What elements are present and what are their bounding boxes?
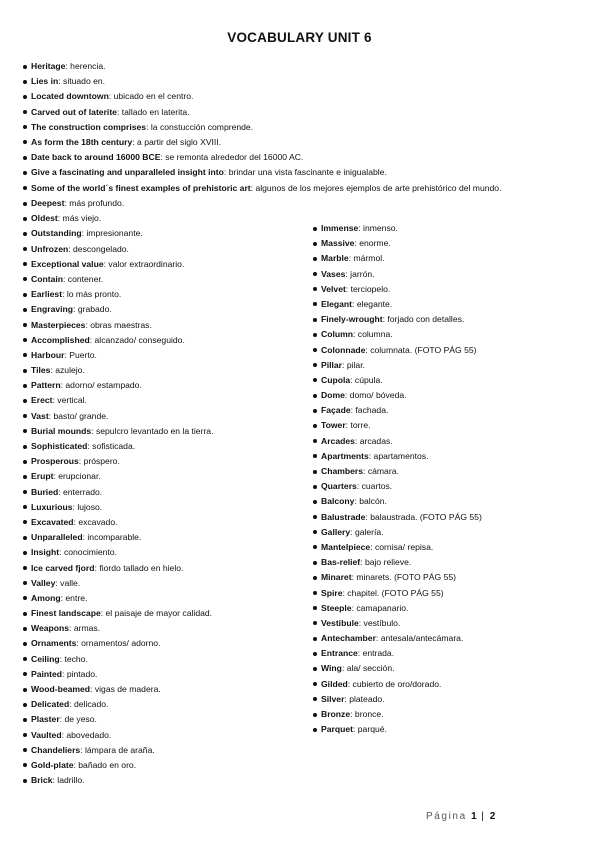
vocabulary-definition: incomparable. <box>87 532 142 543</box>
page-footer <box>426 811 495 822</box>
vocabulary-entry: Luxurious: lujoso. <box>22 500 213 515</box>
vocabulary-entry: Some of the world´s finest examples of prehistoric art: algunos de los mejores ejemplos de arte prehistórico del mundo. <box>22 181 501 196</box>
vocabulary-definition: apartamentos. <box>373 450 429 461</box>
vocabulary-list-right <box>312 221 482 737</box>
vocabulary-term: Elegant <box>321 298 353 309</box>
vocabulary-entry: Accomplished: alcanzado/ conseguido. <box>22 333 213 348</box>
footer-separator: | <box>481 811 486 822</box>
vocabulary-entry: Wood-beamed: vigas de madera. <box>22 682 213 697</box>
vocabulary-entry: Valley: valle. <box>22 576 213 591</box>
vocabulary-term: Vases <box>321 268 346 279</box>
vocabulary-term: Chambers <box>321 466 364 476</box>
vocabulary-entry: Ice carved fjord: fiordo tallado en hielo. <box>22 561 213 576</box>
vocabulary-entry: Engraving: grabado. <box>22 302 213 317</box>
vocabulary-entry: Outstanding: impresionante. <box>22 226 213 241</box>
vocabulary-entry: Exceptional value: valor extraordinario. <box>22 257 213 272</box>
vocabulary-term: Wing <box>321 663 342 674</box>
vocabulary-entry: Gold-plate: bañado en oro. <box>22 758 213 773</box>
vocabulary-definition: basto/ grande. <box>53 410 109 421</box>
vocabulary-term: Oldest <box>31 213 58 224</box>
vocabulary-term: Ice carved fjord <box>31 562 95 573</box>
vocabulary-term: Finely-wrought <box>321 314 383 325</box>
vocabulary-definition: brindar una vista fascinante e inigualable. <box>228 167 387 178</box>
vocabulary-definition: cúpula. <box>354 374 383 385</box>
vocabulary-term: Antechamber <box>321 633 376 644</box>
vocabulary-definition: bajo relieve. <box>364 557 412 568</box>
vocabulary-definition: tallado en laterita. <box>121 106 190 117</box>
vocabulary-entry: Cupola: cúpula. <box>312 373 482 388</box>
vocabulary-entry: Deepest: más profundo. <box>22 196 213 211</box>
vocabulary-definition: bañado en oro. <box>78 759 137 770</box>
vocabulary-term: Erect <box>31 395 53 406</box>
vocabulary-term: Mantelpiece <box>321 541 371 552</box>
vocabulary-entry: Vast: basto/ grande. <box>22 409 213 424</box>
vocabulary-term: Pillar <box>321 359 343 370</box>
vocabulary-term: Exceptional value <box>31 258 104 269</box>
vocabulary-term: Velvet <box>321 283 346 294</box>
vocabulary-term: Valley <box>31 577 56 588</box>
vocabulary-entry: Sophisticated: sofisticada. <box>22 439 213 454</box>
vocabulary-definition: obras maestras. <box>90 319 152 330</box>
vocabulary-term: Balcony <box>321 496 355 507</box>
vocabulary-entry: Entrance: entrada. <box>312 646 482 661</box>
vocabulary-term: Erupt <box>31 471 54 482</box>
vocabulary-definition: valor extraordinario. <box>108 258 185 269</box>
vocabulary-entry: Excavated: excavado. <box>22 515 213 530</box>
vocabulary-term: Bas-relief <box>321 557 361 568</box>
vocabulary-term: Steeple <box>321 602 352 613</box>
vocabulary-definition: sofisticada. <box>92 441 136 451</box>
vocabulary-definition: armas. <box>73 623 101 634</box>
vocabulary-definition: cornisa/ repisa. <box>374 541 434 552</box>
vocabulary-definition: forjado con detalles. <box>387 314 465 325</box>
vocabulary-definition: entrada. <box>362 648 395 659</box>
vocabulary-term: Ornaments <box>31 638 77 649</box>
vocabulary-term: Accomplished <box>31 334 90 345</box>
vocabulary-definition: la constucción comprende. <box>150 121 254 132</box>
vocabulary-entry: Colonnade: columnata. (FOTO PÁG 55) <box>312 343 482 358</box>
vocabulary-definition: herencia. <box>70 61 106 71</box>
vocabulary-entry: The construction comprises: la constucción comprende. <box>22 120 501 135</box>
vocabulary-term: Sophisticated <box>31 441 88 451</box>
vocabulary-term: Pattern <box>31 380 61 391</box>
vocabulary-term: Painted <box>31 668 63 679</box>
vocabulary-definition: más viejo. <box>62 213 102 224</box>
vocabulary-entry: Mantelpiece: cornisa/ repisa. <box>312 540 482 555</box>
vocabulary-term: Cupola <box>321 374 351 385</box>
vocabulary-entry: Erupt: erupcionar. <box>22 469 213 484</box>
vocabulary-term: Burial mounds <box>31 425 92 436</box>
vocabulary-term: Harbour <box>31 349 65 360</box>
vocabulary-entry: Finest landscape: el paisaje de mayor calidad. <box>22 606 213 621</box>
vocabulary-entry: Buried: enterrado. <box>22 485 213 500</box>
vocabulary-term: Delicated <box>31 699 70 710</box>
vocabulary-definition: alcanzado/ conseguido. <box>94 334 185 345</box>
vocabulary-term: Tiles <box>31 365 51 376</box>
vocabulary-term: Vaulted <box>31 729 62 740</box>
vocabulary-definition: balaustrada. (FOTO PÁG 55) <box>370 511 482 522</box>
vocabulary-entry: Balcony: balcón. <box>312 494 482 509</box>
vocabulary-term: The construction comprises <box>31 121 147 132</box>
vocabulary-entry: Weapons: armas. <box>22 621 213 636</box>
vocabulary-definition: excavado. <box>78 516 118 527</box>
vocabulary-definition: domo/ bóveda. <box>349 390 407 401</box>
vocabulary-entry: Vestibule: vestíbulo. <box>312 616 482 631</box>
vocabulary-entry: Ceiling: techo. <box>22 652 213 667</box>
vocabulary-entry: Harbour: Puerto. <box>22 348 213 363</box>
vocabulary-definition: impresionante. <box>86 228 143 239</box>
vocabulary-term: Entrance <box>321 648 358 659</box>
vocabulary-definition: fachada. <box>355 405 389 416</box>
vocabulary-entry: Carved out of laterite: tallado en laterita. <box>22 105 501 120</box>
vocabulary-entry: Unfrozen: descongelado. <box>22 242 213 257</box>
vocabulary-term: Tower <box>321 420 346 431</box>
vocabulary-term: Column <box>321 329 353 340</box>
vocabulary-definition: lo más pronto. <box>66 289 122 300</box>
vocabulary-entry: Unparalleled: incomparable. <box>22 530 213 545</box>
vocabulary-definition: más profundo. <box>69 198 125 208</box>
vocabulary-definition: techo. <box>64 653 88 664</box>
vocabulary-term: Dome <box>321 390 345 401</box>
vocabulary-term: Colonnade <box>321 344 366 355</box>
vocabulary-term: Buried <box>31 486 59 497</box>
vocabulary-list-top <box>22 59 501 196</box>
vocabulary-entry: Chambers: cámara. <box>312 464 482 479</box>
vocabulary-term: Gallery <box>321 526 351 537</box>
vocabulary-term: Parquet <box>321 724 353 735</box>
vocabulary-definition: mármol. <box>353 253 385 264</box>
vocabulary-term: Carved out of laterite <box>31 106 117 117</box>
vocabulary-term: Deepest <box>31 198 65 208</box>
vocabulary-definition: ornamentos/ adorno. <box>81 638 161 649</box>
vocabulary-term: Finest landscape <box>31 608 101 619</box>
vocabulary-definition: cuartos. <box>361 481 393 492</box>
vocabulary-term: Weapons <box>31 623 70 634</box>
vocabulary-entry: Massive: enorme. <box>312 236 482 251</box>
vocabulary-term: Contain <box>31 273 63 284</box>
vocabulary-term: Located downtown <box>31 91 109 102</box>
vocabulary-entry: Date back to around 16000 BCE: se remonta alrededor del 16000 AC. <box>22 150 501 165</box>
vocabulary-definition: vigas de madera. <box>94 684 161 694</box>
vocabulary-definition: inmenso. <box>363 223 398 233</box>
vocabulary-definition: pintado. <box>66 668 98 679</box>
vocabulary-term: Apartments <box>321 450 369 461</box>
vocabulary-term: Among <box>31 592 61 603</box>
vocabulary-entry: Among: entre. <box>22 591 213 606</box>
vocabulary-definition: descongelado. <box>73 243 129 254</box>
vocabulary-definition: a partir del siglo XVIII. <box>137 136 222 147</box>
vocabulary-definition: ladrillo. <box>57 775 85 786</box>
vocabulary-definition: sepulcro levantado en la tierra. <box>95 425 214 436</box>
vocabulary-term: Gold-plate <box>31 759 74 770</box>
vocabulary-term: Marble <box>321 253 349 264</box>
vocabulary-term: Unparalleled <box>31 532 83 543</box>
vocabulary-term: Unfrozen <box>31 243 69 254</box>
vocabulary-definition: arcadas. <box>359 435 393 446</box>
vocabulary-definition: enorme. <box>359 238 391 249</box>
vocabulary-entry: Contain: contener. <box>22 272 213 287</box>
vocabulary-definition: fiordo tallado en hielo. <box>99 562 184 573</box>
vocabulary-entry: Immense: inmenso. <box>312 221 482 236</box>
vocabulary-definition: bronce. <box>354 709 384 719</box>
vocabulary-entry: Give a fascinating and unparalleled insight into: brindar una vista fascinante e inigualable. <box>22 165 501 180</box>
vocabulary-definition: se remonta alrededor del 16000 AC. <box>165 152 304 163</box>
vocabulary-definition: abovedado. <box>66 729 112 740</box>
vocabulary-entry: Antechamber: antesala/antecámara. <box>312 631 482 646</box>
vocabulary-entry: Column: columna. <box>312 327 482 342</box>
vocabulary-definition: vestíbulo. <box>363 617 401 628</box>
vocabulary-definition: situado en. <box>63 76 106 87</box>
vocabulary-term: Date back to around 16000 BCE <box>31 152 161 163</box>
footer-page-total: 2 <box>489 811 496 822</box>
vocabulary-definition: cubierto de oro/dorado. <box>352 678 442 689</box>
vocabulary-entry: Silver: plateado. <box>312 692 482 707</box>
vocabulary-term: Façade <box>321 405 351 416</box>
vocabulary-entry: Plaster: de yeso. <box>22 712 213 727</box>
vocabulary-term: Earliest <box>31 289 63 300</box>
vocabulary-entry: Burial mounds: sepulcro levantado en la tierra. <box>22 424 213 439</box>
vocabulary-definition: el paisaje de mayor calidad. <box>105 608 213 619</box>
vocabulary-term: Brick <box>31 775 53 786</box>
vocabulary-definition: balcón. <box>359 496 387 507</box>
vocabulary-definition: conocimiento. <box>63 547 117 558</box>
vocabulary-entry: Parquet: parqué. <box>312 722 482 737</box>
vocabulary-definition: minarets. (FOTO PÁG 55) <box>356 572 456 583</box>
vocabulary-entry: Balustrade: balaustrada. (FOTO PÁG 55) <box>312 510 482 525</box>
vocabulary-entry: Earliest: lo más pronto. <box>22 287 213 302</box>
vocabulary-term: Massive <box>321 238 355 249</box>
vocabulary-term: Luxurious <box>31 501 73 512</box>
vocabulary-entry: Insight: conocimiento. <box>22 545 213 560</box>
vocabulary-definition: próspero. <box>83 456 120 467</box>
vocabulary-entry: Dome: domo/ bóveda. <box>312 388 482 403</box>
vocabulary-term: Lies in <box>31 76 59 87</box>
vocabulary-term: Insight <box>31 547 60 558</box>
vocabulary-entry: Vaulted: abovedado. <box>22 728 213 743</box>
vocabulary-entry: Marble: mármol. <box>312 251 482 266</box>
vocabulary-term: Spire <box>321 587 343 598</box>
vocabulary-entry: Wing: ala/ sección. <box>312 661 482 676</box>
vocabulary-entry: Masterpieces: obras maestras. <box>22 318 213 333</box>
vocabulary-definition: valle. <box>60 577 81 588</box>
vocabulary-term: Quarters <box>321 481 357 492</box>
vocabulary-definition: algunos de los mejores ejemplos de arte prehistórico del mundo. <box>255 182 502 193</box>
vocabulary-definition: pilar. <box>346 359 365 370</box>
vocabulary-entry: Gallery: galería. <box>312 525 482 540</box>
vocabulary-definition: azulejo. <box>55 365 85 376</box>
vocabulary-term: Ceiling <box>31 653 60 664</box>
vocabulary-term: Plaster <box>31 714 60 725</box>
vocabulary-term: Prosperous <box>31 456 79 467</box>
vocabulary-term: Vast <box>31 410 49 421</box>
vocabulary-entry: Pillar: pilar. <box>312 358 482 373</box>
vocabulary-entry: Tower: torre. <box>312 418 482 433</box>
footer-page-number: 1 <box>471 811 477 822</box>
vocabulary-definition: columna. <box>357 329 393 340</box>
vocabulary-definition: delicado. <box>74 699 109 710</box>
vocabulary-term: Silver <box>321 693 345 704</box>
vocabulary-definition: jarrón. <box>350 268 375 279</box>
vocabulary-term: Some of the world´s finest examples of prehistoric art <box>31 182 251 193</box>
vocabulary-entry: Chandeliers: lámpara de araña. <box>22 743 213 758</box>
vocabulary-entry: Velvet: terciopelo. <box>312 282 482 297</box>
vocabulary-definition: terciopelo. <box>350 283 391 294</box>
vocabulary-definition: lujoso. <box>77 501 103 512</box>
vocabulary-definition: adorno/ estampado. <box>65 380 142 391</box>
vocabulary-list-left <box>22 196 213 788</box>
vocabulary-entry: Located downtown: ubicado en el centro. <box>22 89 501 104</box>
vocabulary-definition: erupcionar. <box>58 471 101 482</box>
vocabulary-term: Excavated <box>31 516 74 527</box>
vocabulary-entry: Ornaments: ornamentos/ adorno. <box>22 636 213 651</box>
vocabulary-definition: columnata. (FOTO PÁG 55) <box>370 344 477 355</box>
vocabulary-entry: Lies in: situado en. <box>22 74 501 89</box>
vocabulary-term: Immense <box>321 223 359 233</box>
vocabulary-definition: vertical. <box>57 395 87 406</box>
vocabulary-entry: Pattern: adorno/ estampado. <box>22 378 213 393</box>
vocabulary-definition: enterrado. <box>63 486 103 497</box>
vocabulary-definition: camapanario. <box>356 602 409 613</box>
vocabulary-term: Gilded <box>321 678 348 689</box>
vocabulary-entry: Arcades: arcadas. <box>312 434 482 449</box>
vocabulary-entry: Apartments: apartamentos. <box>312 449 482 464</box>
vocabulary-term: Outstanding <box>31 228 82 239</box>
vocabulary-definition: galería. <box>354 526 384 537</box>
vocabulary-definition: de yeso. <box>64 714 97 725</box>
vocabulary-entry: Elegant: elegante. <box>312 297 482 312</box>
vocabulary-entry: Minaret: minarets. (FOTO PÁG 55) <box>312 570 482 585</box>
vocabulary-entry: Bas-relief: bajo relieve. <box>312 555 482 570</box>
vocabulary-definition: lámpara de araña. <box>84 744 155 755</box>
vocabulary-entry: Erect: vertical. <box>22 393 213 408</box>
vocabulary-term: Masterpieces <box>31 319 86 330</box>
vocabulary-definition: elegante. <box>356 298 393 309</box>
vocabulary-term: Bronze <box>321 709 351 719</box>
vocabulary-entry: Prosperous: próspero. <box>22 454 213 469</box>
footer-page-word: Página <box>426 811 467 822</box>
vocabulary-definition: ala/ sección. <box>346 663 395 674</box>
vocabulary-definition: torre. <box>350 420 371 431</box>
vocabulary-term: Chandeliers <box>31 744 81 755</box>
vocabulary-entry: Brick: ladrillo. <box>22 773 213 788</box>
vocabulary-term: Vestibule <box>321 617 359 628</box>
vocabulary-term: Minaret <box>321 572 352 583</box>
vocabulary-term: Arcades <box>321 435 355 446</box>
vocabulary-term: Wood-beamed <box>31 684 91 694</box>
vocabulary-entry: Gilded: cubierto de oro/dorado. <box>312 677 482 692</box>
vocabulary-entry: As form the 18th century: a partir del siglo XVIII. <box>22 135 501 150</box>
vocabulary-entry: Bronze: bronce. <box>312 707 482 722</box>
vocabulary-term: Balustrade <box>321 511 366 522</box>
vocabulary-entry: Steeple: camapanario. <box>312 601 482 616</box>
vocabulary-term: Heritage <box>31 61 66 71</box>
vocabulary-definition: contener. <box>67 273 104 284</box>
vocabulary-entry: Heritage: herencia. <box>22 59 501 74</box>
vocabulary-entry: Façade: fachada. <box>312 403 482 418</box>
vocabulary-definition: antesala/antecámara. <box>380 633 464 644</box>
vocabulary-term: Engraving <box>31 304 74 315</box>
vocabulary-definition: plateado. <box>349 693 385 704</box>
vocabulary-definition: parqué. <box>357 724 387 735</box>
vocabulary-entry: Finely-wrought: forjado con detalles. <box>312 312 482 327</box>
vocabulary-entry: Spire: chapitel. (FOTO PÁG 55) <box>312 586 482 601</box>
vocabulary-term: Give a fascinating and unparalleled insight into <box>31 167 224 178</box>
vocabulary-entry: Painted: pintado. <box>22 667 213 682</box>
vocabulary-definition: entre. <box>65 592 88 603</box>
vocabulary-entry: Delicated: delicado. <box>22 697 213 712</box>
vocabulary-entry: Tiles: azulejo. <box>22 363 213 378</box>
vocabulary-entry: Quarters: cuartos. <box>312 479 482 494</box>
vocabulary-term: As form the 18th century <box>31 136 133 147</box>
vocabulary-definition: Puerto. <box>69 349 97 360</box>
vocabulary-entry: Oldest: más viejo. <box>22 211 213 226</box>
vocabulary-definition: cámara. <box>367 466 399 476</box>
vocabulary-definition: ubicado en el centro. <box>113 91 194 102</box>
vocabulary-definition: grabado. <box>77 304 112 315</box>
page-title: VOCABULARY UNIT 6 <box>227 30 372 45</box>
vocabulary-definition: chapitel. (FOTO PÁG 55) <box>347 587 444 598</box>
vocabulary-entry: Vases: jarrón. <box>312 267 482 282</box>
